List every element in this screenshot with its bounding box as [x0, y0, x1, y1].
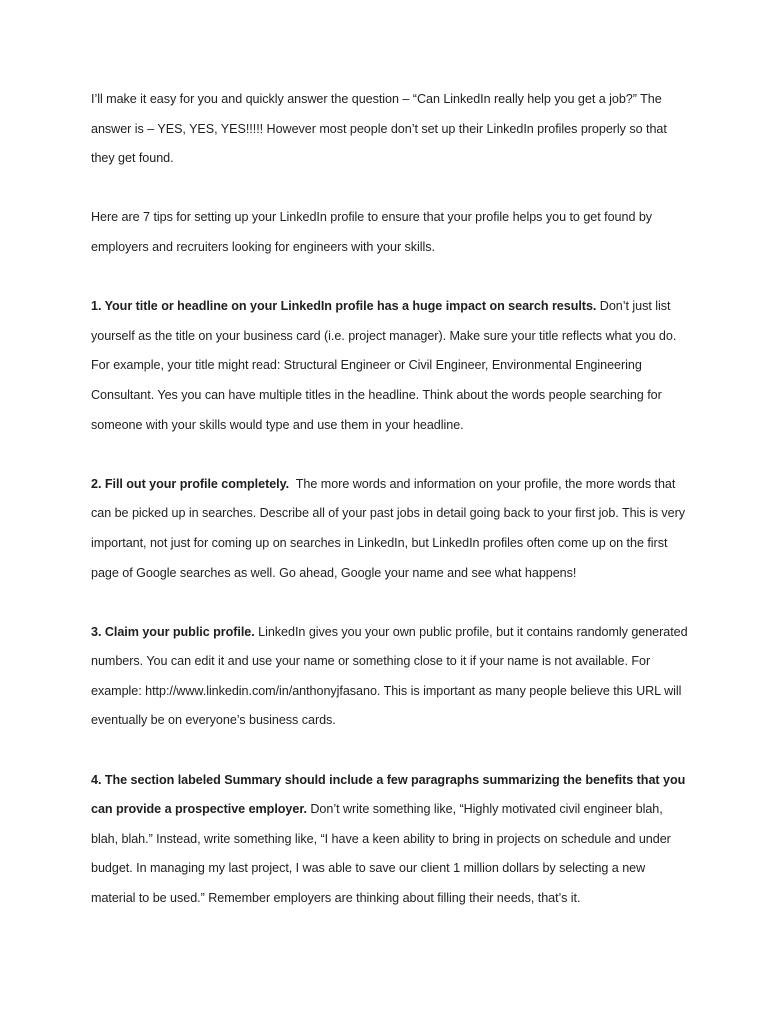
tip-2-paragraph: [91, 470, 691, 588]
tip-2-heading: 2. Fill out your profile completely.: [91, 476, 290, 491]
tip-2-body: The more words and information on your profile, the more words that can be picked up in searches. Describe all of your past jobs in detail going back to your first job. This is very important, not just for coming up on searches in LinkedIn, but LinkedIn profiles often come up on the first page of Google searches as well. Go ahead, Google your name and see what happens!: [91, 476, 689, 580]
tip-3-body: LinkedIn gives you your own public profile, but it contains randomly generated numbers. You can edit it and use your name or something close to it if your name is not available. For example: http://www.linkedin.com/in/anthonyjfasano. This is important as many people believe this URL will eventually be on everyone’s business cards.: [91, 624, 688, 728]
tip-3-heading: 3. Claim your public profile.: [91, 624, 255, 639]
tips-intro-paragraph: Here are 7 tips for setting up your LinkedIn profile to ensure that your profile helps you to get found by employers and recruiters looking for engineers with your skills.: [91, 210, 653, 254]
tip-4-paragraph: [91, 766, 691, 914]
tip-3-paragraph: [91, 618, 691, 736]
tip-4-heading: 4. The section labeled Summary should include a few paragraphs summarizing the benefits that you can provide a prospective employer.: [91, 772, 686, 817]
tip-4-body: Don’t write something like, “Highly motivated civil engineer blah, blah, blah.” Instead, write something like, “I have a keen ability to bring in projects on schedule and under budget. In managing my last project, I was able to save our client 1 million dollars by selecting a new material to be used.” Remember employers are thinking about filling their needs, that’s it.: [91, 802, 671, 906]
tip-1-body: Don’t just list yourself as the title on your business card (i.e. project manager). Make sure your title reflects what you do. For example, your title might read: Structural Engineer or Civil Engineer, Environmental Engineering Consultant. Yes you can have multiple titles in the headline. Think about the words people searching for someone with your skills would type and use them in your headline.: [91, 299, 677, 432]
tip-1-paragraph: [91, 292, 691, 440]
tip-1-heading: 1. Your title or headline on your LinkedIn profile has a huge impact on search results.: [91, 299, 597, 314]
intro-paragraph: I’ll make it easy for you and quickly answer the question – “Can LinkedIn really help you get a job?” The answer is – YES, YES, YES!!!!! However most people don’t set up their LinkedIn profiles properly so that they get found.: [91, 92, 667, 166]
document-page: [91, 85, 691, 943]
